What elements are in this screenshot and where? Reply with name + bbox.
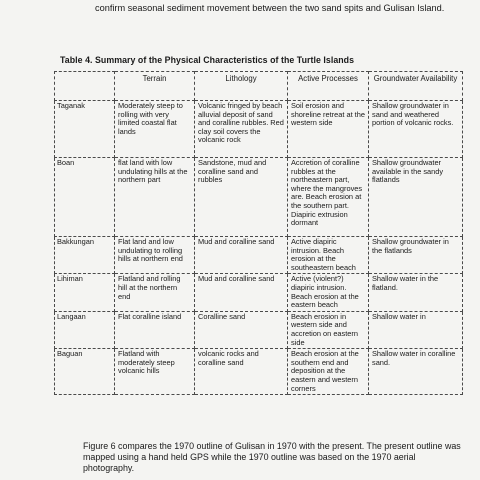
table-row <box>55 237 463 274</box>
table-caption: Table 4. Summary of the Physical Characteristics of the Turtle Islands <box>60 55 355 65</box>
lithology-cell: Mud and coralline sand <box>195 274 288 311</box>
groundwater-cell: Shallow water in coralline sand. <box>369 349 463 395</box>
groundwater-cell: Shallow groundwater in sand and weathered portion of volcanic rocks. <box>369 101 463 158</box>
island-name: Taganak <box>55 101 115 158</box>
island-name: Boan <box>55 158 115 237</box>
header-groundwater: Groundwater Availability <box>369 72 463 101</box>
groundwater-cell: Shallow water in the flatland. <box>369 274 463 311</box>
table-row <box>55 274 463 311</box>
lithology-cell: Volcanic fringed by beach alluvial deposit of sand and coralline rubbles. Red clay soil covers the volcanic rock <box>195 101 288 158</box>
processes-cell: Accretion of coralline rubbles at the northeastern part, where the mangroves are. Beach erosion at the southern part. Diapiric extrusion dormant <box>288 158 369 237</box>
table-header-row <box>55 72 463 101</box>
terrain-cell: Flat coralline island <box>115 311 195 348</box>
groundwater-cell: Shallow groundwater in the flatlands <box>369 237 463 274</box>
groundwater-cell: Shallow water in <box>369 311 463 348</box>
processes-cell: Beach erosion at the southern end and deposition at the eastern and western corners <box>288 349 369 395</box>
header-lithology: Lithology <box>195 72 288 101</box>
island-name: Langaan <box>55 311 115 348</box>
table-row <box>55 349 463 395</box>
terrain-cell: Flatland and rolling hill at the northern end <box>115 274 195 311</box>
island-name: Baguan <box>55 349 115 395</box>
header-active-processes: Active Processes <box>288 72 369 101</box>
terrain-cell: flat land with low undulating hills at the northern part <box>115 158 195 237</box>
table-row <box>55 158 463 237</box>
lithology-cell: Coralline sand <box>195 311 288 348</box>
island-name: Lihiman <box>55 274 115 311</box>
island-name: Bakkungan <box>55 237 115 274</box>
figure-6-paragraph: Figure 6 compares the 1970 outline of Gulisan in 1970 with the present. The present outline was mapped using a hand held GPS while the 1970 outline was based on the 1970 aerial photography. <box>83 441 461 473</box>
table-row <box>55 311 463 348</box>
lithology-cell: volcanic rocks and coralline sand <box>195 349 288 395</box>
header-island <box>55 72 115 101</box>
lithology-cell: Mud and coralline sand <box>195 237 288 274</box>
lithology-cell: Sandstone, mud and coralline sand and rubbles <box>195 158 288 237</box>
processes-cell: Active diapiric intrusion. Beach erosion at the southeastern beach <box>288 237 369 274</box>
terrain-cell: Moderately steep to rolling with very limited coastal flat lands <box>115 101 195 158</box>
terrain-cell: Flatland with moderately steep volcanic hills <box>115 349 195 395</box>
processes-cell: Beach erosion in western side and accretion on eastern side <box>288 311 369 348</box>
intro-paragraph: confirm seasonal sediment movement between the two sand spits and Gulisan Island. <box>95 3 445 13</box>
groundwater-cell: Shallow groundwater available in the sandy flatlands <box>369 158 463 237</box>
terrain-cell: Flat land and low undulating to rolling hills at northern end <box>115 237 195 274</box>
table-row <box>55 101 463 158</box>
header-terrain: Terrain <box>115 72 195 101</box>
processes-cell: Soil erosion and shoreline retreat at the western side <box>288 101 369 158</box>
physical-characteristics-table <box>54 71 463 395</box>
processes-cell: Active (violent?) diapiric intrusion. Beach erosion at the eastern beach <box>288 274 369 311</box>
